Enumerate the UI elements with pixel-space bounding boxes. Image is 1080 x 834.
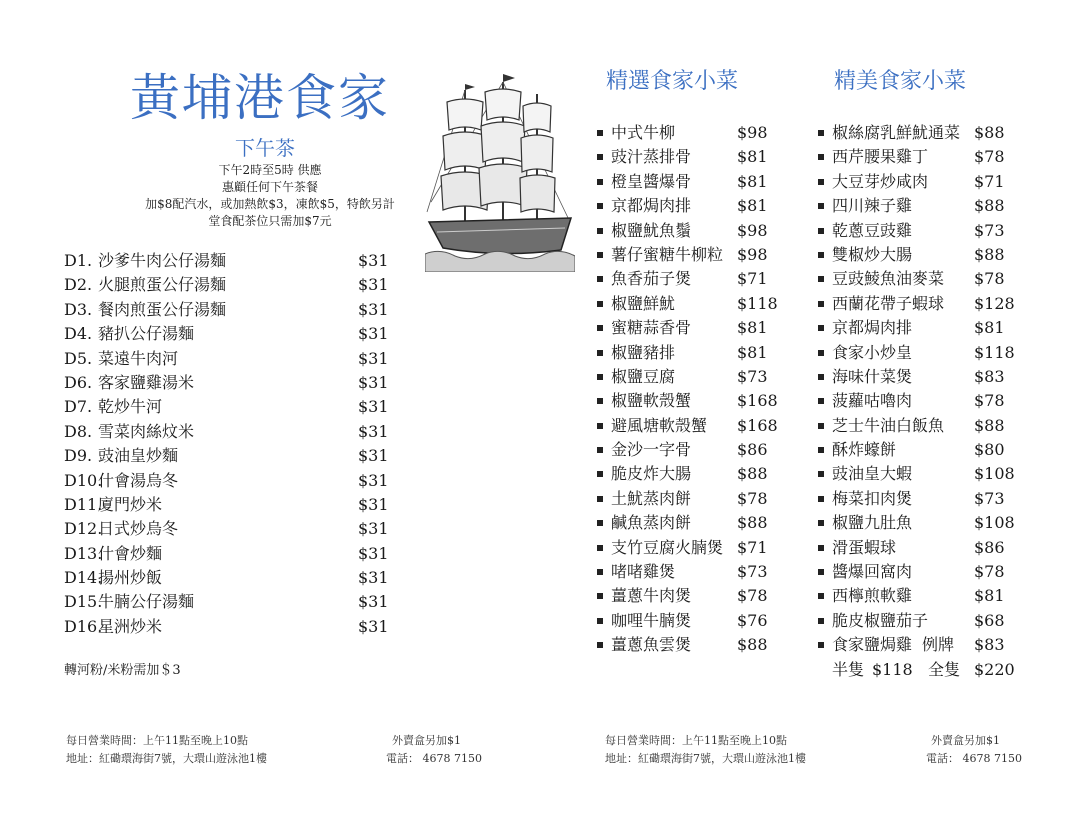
bullet-icon [597,520,603,526]
bullet-icon [818,203,824,209]
list-item [597,438,797,462]
item-price: $86 [737,440,768,460]
item-price: $78 [974,562,1005,582]
item-price: $81 [737,196,768,216]
list-item [597,243,797,267]
item-name: 京都焗肉排 [832,318,913,338]
item-code: D2. [64,275,93,295]
item-price: $108 [974,513,1015,533]
phone: 電話： 4678 7150 [386,752,482,765]
bullet-icon [818,423,824,429]
item-price: $168 [737,391,778,411]
list-item [818,609,1038,633]
list-item [64,298,394,322]
bullet-icon [597,374,603,380]
list-item [818,121,1038,145]
item-price: $31 [358,568,389,588]
item-name: 豉汁蒸排骨 [611,147,692,167]
item-name: 海味什菜煲 [832,366,913,386]
item-code: D5. [64,348,93,368]
item-name: 支竹豆腐火腩煲 [611,537,724,557]
list-item [597,365,797,389]
bullet-icon [818,398,824,404]
item-code: D14. [64,568,103,588]
list-item [818,219,1038,243]
list-item [818,511,1038,535]
list-item [597,170,797,194]
item-price: $108 [974,464,1015,484]
item-price: $73 [737,562,768,582]
bullet-icon [597,203,603,209]
whole-label: 全隻 [928,659,961,679]
item-name: 乾蔥豆豉雞 [832,220,913,240]
half-label: 半隻 [832,659,865,679]
item-name: 椒鹽軟殼蟹 [611,391,692,411]
list-item [597,560,797,584]
list-item [597,316,797,340]
item-name: 土魷蒸肉餅 [611,488,692,508]
list-item [818,243,1038,267]
list-item [64,493,394,517]
bullet-icon [597,179,603,185]
item-name: 食家小炒皇 [832,342,913,362]
item-price: $81 [737,147,768,167]
item-name: 脆皮椒鹽茄子 [832,610,929,630]
bullet-icon [818,520,824,526]
item-price: $81 [974,586,1005,606]
list-item [818,170,1038,194]
list-item [818,487,1038,511]
item-code: D15. [64,592,103,612]
item-name: 薑蔥魚雲煲 [611,635,692,655]
list-item [64,249,394,273]
bullet-icon [818,276,824,282]
list-item [597,267,797,291]
item-code: D3. [64,299,93,319]
item-name: 豉油皇炒麵 [98,446,179,466]
item-code: D4. [64,324,93,344]
item-name: 梅菜扣肉煲 [832,488,913,508]
list-item [818,365,1038,389]
item-name: 大豆芽炒咸肉 [832,171,929,191]
list-item [597,121,797,145]
item-code: D11. [64,494,103,514]
bullet-icon [597,130,603,136]
item-name: 菜遠牛肉河 [98,348,179,368]
list-item [818,316,1038,340]
item-price: $118 [737,293,778,313]
item-name: 避風塘軟殼蟹 [611,415,708,435]
item-name: 椒鹽魷魚鬚 [611,220,692,240]
bullet-icon [818,471,824,477]
bullet-icon [597,569,603,575]
item-price: $31 [358,421,389,441]
list-item [597,633,797,657]
whole-price: $220 [974,659,1015,679]
bullet-icon [597,350,603,356]
item-price: $88 [737,635,768,655]
list-item [64,469,394,493]
list-item [64,347,394,371]
bullet-icon [597,228,603,234]
list-item [597,487,797,511]
item-name: 椒鹽豬排 [611,342,676,362]
list-item [64,395,394,419]
item-name: 菠蘿咕嚕肉 [832,391,913,411]
list-item [818,438,1038,462]
item-price: $31 [358,543,389,563]
item-name: 咖哩牛腩煲 [611,610,692,630]
item-price: $31 [358,397,389,417]
item-name: 醬爆回窩肉 [832,562,913,582]
item-name: 西蘭花帶子蝦球 [832,293,945,313]
item-price: $80 [974,440,1005,460]
item-name: 啫啫雞煲 [611,562,676,582]
list-item [818,292,1038,316]
list-item [818,560,1038,584]
tea-note: 堂食配茶位只需加$7元 [208,214,332,228]
item-price: $78 [737,488,768,508]
item-price: $78 [974,269,1005,289]
item-price: $73 [974,220,1005,240]
item-price: $78 [737,586,768,606]
item-price: $168 [737,415,778,435]
item-name: 西檸煎軟雞 [832,586,913,606]
item-price: $73 [974,488,1005,508]
takeaway-note: 外賣盒另加$1 [392,734,461,747]
list-item [597,536,797,560]
bullet-icon [597,325,603,331]
phone: 電話： 4678 7150 [926,752,1022,765]
item-price: $88 [974,244,1005,264]
item-name: 豬扒公仔湯麵 [98,324,195,344]
item-name: 椒鹽九肚魚 [832,513,913,533]
item-name: 鹹魚蒸肉餅 [611,513,692,533]
list-item [818,194,1038,218]
list-item [64,615,394,639]
item-price: $31 [358,348,389,368]
item-price: $71 [737,269,768,289]
list-item [597,609,797,633]
item-price: $128 [974,293,1015,313]
item-price: $88 [974,415,1005,435]
item-price: $71 [974,171,1005,191]
list-item [818,633,1038,657]
list-item [597,341,797,365]
bullet-icon [818,301,824,307]
noodle-swap-note: 轉河粉/米粉需加＄3 [64,663,181,678]
item-name: 豆豉鯪魚油麥菜 [832,269,945,289]
item-name: 魚香茄子煲 [611,269,692,289]
item-name: 中式牛柳 [611,123,676,142]
item-code: D7. [64,397,93,417]
item-price: $31 [358,616,389,636]
bullet-icon [597,593,603,599]
list-item [64,322,394,346]
tea-notes [130,162,410,230]
list-item [597,584,797,608]
item-name: 火腿煎蛋公仔湯麵 [98,275,227,295]
item-price: $31 [358,592,389,612]
item-name: 蜜糖蒜香骨 [611,318,692,338]
item-name: 四川辣子雞 [832,196,913,216]
list-item [64,420,394,444]
bullet-icon [818,593,824,599]
item-name: 椒鹽鮮魷 [611,293,676,313]
portion-label: 例牌 [922,635,955,655]
half-price: $118 [872,659,913,679]
item-name: 薑蔥牛肉煲 [611,586,692,606]
item-code: D8. [64,421,93,441]
list-item [818,536,1038,560]
item-name: 滑蛋蝦球 [832,537,897,557]
item-name: 廈門炒米 [98,494,163,514]
chicken-sizes [818,658,1038,682]
selected-dishes-list [597,121,797,658]
item-price: $98 [737,123,768,142]
bullet-icon [818,545,824,551]
list-item [818,389,1038,413]
tea-note: 惠顧任何下午茶餐 [221,180,318,194]
list-item [818,341,1038,365]
restaurant-name: 黃埔港食家 [130,69,390,127]
item-price: $98 [737,220,768,240]
bullet-icon [597,496,603,502]
item-price: $31 [358,470,389,490]
item-code: D16. [64,616,103,636]
menu-subtitle: 下午茶 [235,136,295,160]
bullet-icon [597,423,603,429]
item-name: 什會湯烏冬 [98,470,179,490]
item-code: D10. [64,470,103,490]
item-price: $81 [737,318,768,338]
opening-hours: 每日營業時間：上午11點至晚上10點 [605,734,787,747]
item-name: 日式炒烏冬 [98,519,179,539]
selected-dishes-title: 精選食家小菜 [606,69,739,94]
item-name: 金沙一字骨 [611,440,692,460]
list-item [818,414,1038,438]
tea-note: 加$8配汽水，或加熱飲$3，凍飲$5，特飲另計 [145,197,395,211]
item-name: 椒鹽豆腐 [611,366,676,386]
item-code: D9. [64,446,93,466]
item-price: $31 [358,519,389,539]
list-item [597,292,797,316]
bullet-icon [818,130,824,136]
sailing-ship-illustration [425,72,575,272]
list-item [64,542,394,566]
list-item [818,267,1038,291]
item-price: $31 [358,324,389,344]
list-item [597,414,797,438]
item-name: 豉油皇大蝦 [832,464,913,484]
item-name: 星洲炒米 [98,616,163,636]
bullet-icon [818,618,824,624]
bullet-icon [597,398,603,404]
list-item [64,371,394,395]
bullet-icon [818,252,824,258]
item-code: D12. [64,519,103,539]
item-code: D13. [64,543,103,563]
bullet-icon [597,618,603,624]
item-price: $81 [737,171,768,191]
list-item [597,194,797,218]
bullet-icon [597,545,603,551]
bullet-icon [597,276,603,282]
bullet-icon [597,301,603,307]
item-price: $81 [974,318,1005,338]
bullet-icon [818,325,824,331]
bullet-icon [818,569,824,575]
item-name: 橙皇醬爆骨 [611,171,692,191]
item-price: $83 [974,366,1005,386]
bullet-icon [818,642,824,648]
bullet-icon [818,350,824,356]
item-code: D6. [64,372,93,392]
item-price: $81 [737,342,768,362]
item-name: 薯仔蜜糖牛柳粒 [611,244,724,264]
bullet-icon [818,228,824,234]
fine-dishes-title: 精美食家小菜 [834,69,967,94]
list-item [597,389,797,413]
item-name: 脆皮炸大腸 [611,464,692,484]
item-name: 揚州炒飯 [98,568,163,588]
bullet-icon [818,374,824,380]
list-item [818,584,1038,608]
list-item [64,590,394,614]
list-item [64,273,394,297]
list-item [818,462,1038,486]
tea-note: 下午2時至5時 供應 [218,163,322,177]
item-name: 餐肉煎蛋公仔湯麵 [98,299,227,319]
bullet-icon [597,154,603,160]
item-name: 食家鹽焗雞 [832,635,913,655]
item-price: $88 [737,513,768,533]
item-price: $83 [974,635,1005,655]
item-price: $78 [974,391,1005,411]
bullet-icon [818,154,824,160]
item-name: 雙椒炒大腸 [832,244,913,264]
item-name: 酥炸蠔餅 [832,440,897,460]
item-price: $31 [358,275,389,295]
bullet-icon [597,447,603,453]
item-price: $88 [737,464,768,484]
takeaway-note: 外賣盒另加$1 [931,734,1000,747]
item-price: $118 [974,342,1015,362]
item-price: $31 [358,372,389,392]
item-name: 客家鹽雞湯米 [98,372,195,392]
fine-dishes-list [818,121,1038,682]
bullet-icon [818,447,824,453]
list-item [818,145,1038,169]
item-price: $31 [358,494,389,514]
item-price: $88 [974,123,1005,142]
list-item [597,219,797,243]
bullet-icon [597,252,603,258]
item-name: 什會炒麵 [98,543,163,563]
item-price: $31 [358,446,389,466]
address: 地址：紅磡環海街7號，大環山遊泳池1樓 [66,752,267,765]
item-name: 椒絲腐乳鮮魷通菜 [832,123,961,142]
item-code: D1. [64,251,93,270]
item-name: 沙爹牛肉公仔湯麵 [98,251,227,270]
item-price: $71 [737,537,768,557]
item-name: 乾炒牛河 [98,397,163,417]
list-item [597,462,797,486]
item-price: $31 [358,299,389,319]
bullet-icon [818,496,824,502]
opening-hours: 每日營業時間：上午11點至晚上10點 [66,734,248,747]
item-price: $88 [974,196,1005,216]
item-price: $31 [358,251,389,270]
item-price: $73 [737,366,768,386]
item-name: 西芹腰果雞丁 [832,147,929,167]
item-price: $86 [974,537,1005,557]
item-name: 京都焗肉排 [611,196,692,216]
item-price: $78 [974,147,1005,167]
list-item [64,517,394,541]
list-item [597,511,797,535]
bullet-icon [597,471,603,477]
item-name: 芝士牛油白飯魚 [832,415,945,435]
item-price: $68 [974,610,1005,630]
item-price: $98 [737,244,768,264]
item-name: 雪菜肉絲炆米 [98,421,195,441]
list-item [64,566,394,590]
bullet-icon [818,179,824,185]
list-item [64,444,394,468]
item-name: 牛腩公仔湯麵 [98,592,195,612]
bullet-icon [597,642,603,648]
address: 地址：紅磡環海街7號，大環山遊泳池1樓 [605,752,806,765]
item-price: $76 [737,610,768,630]
afternoon-tea-list [64,249,394,639]
list-item [597,145,797,169]
